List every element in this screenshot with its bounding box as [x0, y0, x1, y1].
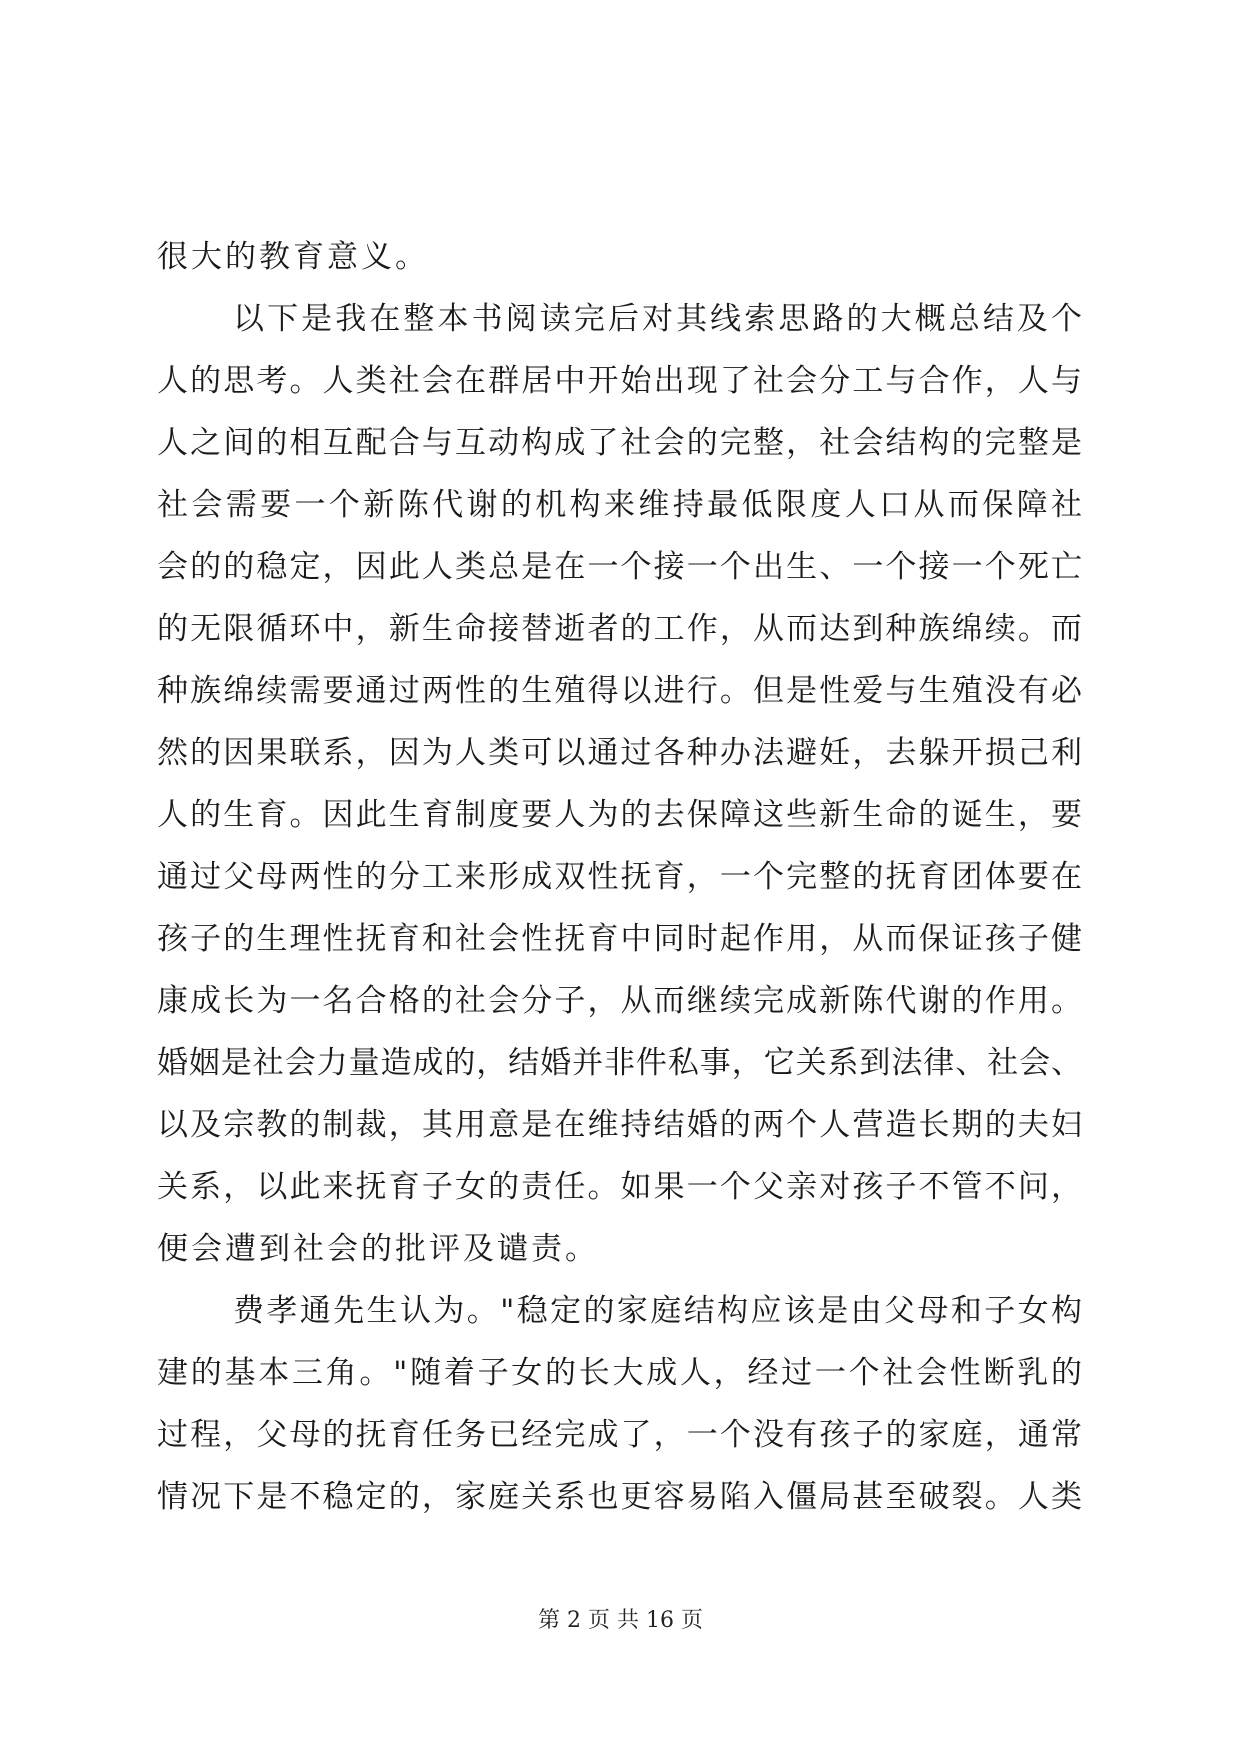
text-line: 会的的稳定，因此人类总是在一个接一个出生、一个接一个死亡: [157, 549, 1082, 585]
text-line: 的无限循环中，新生命接替逝者的工作，从而达到种族绵续。而: [157, 611, 1082, 647]
text-line: 社会需要一个新陈代谢的机构来维持最低限度人口从而保障社: [157, 487, 1082, 523]
text-line: 情况下是不稳定的，家庭关系也更容易陷入僵局甚至破裂。人类: [157, 1479, 1082, 1515]
page-number-footer: 第 2 页 共 16 页: [538, 1608, 703, 1633]
text-line: 然的因果联系，因为人类可以通过各种办法避妊，去躲开损己利: [157, 735, 1082, 771]
text-line: 人的生育。因此生育制度要人为的去保障这些新生命的诞生，要: [157, 797, 1082, 833]
text-line: 种族绵续需要通过两性的生殖得以进行。但是性爱与生殖没有必: [157, 673, 1082, 709]
text-line: 建的基本三角。"随着子女的长大成人，经过一个社会性断乳的: [157, 1355, 1082, 1391]
paragraph-1: [157, 226, 1082, 288]
paragraph-3: [157, 1280, 1082, 1528]
page-body: [157, 226, 1082, 1528]
text-line: 人的思考。人类社会在群居中开始出现了社会分工与合作，人与: [157, 363, 1082, 399]
text-line: 婚姻是社会力量造成的，结婚并非件私事，它关系到法律、社会、: [157, 1045, 1082, 1081]
text-line: 很大的教育意义。: [157, 239, 429, 275]
text-line: 费孝通先生认为。"稳定的家庭结构应该是由父母和子女构: [233, 1293, 1082, 1329]
paragraph-2: [157, 288, 1082, 1280]
text-line: 过程，父母的抚育任务已经完成了，一个没有孩子的家庭，通常: [157, 1417, 1082, 1453]
text-line: 康成长为一名合格的社会分子，从而继续完成新陈代谢的作用。: [157, 983, 1082, 1019]
text-line: 以下是我在整本书阅读完后对其线索思路的大概总结及个: [233, 301, 1082, 337]
text-line: 通过父母两性的分工来形成双性抚育，一个完整的抚育团体要在: [157, 859, 1082, 895]
text-line: 人之间的相互配合与互动构成了社会的完整，社会结构的完整是: [157, 425, 1082, 461]
text-line: 孩子的生理性抚育和社会性抚育中同时起作用，从而保证孩子健: [157, 921, 1082, 957]
text-line: 关系，以此来抚育子女的责任。如果一个父亲对孩子不管不问，: [157, 1169, 1082, 1205]
text-line: 便会遭到社会的批评及谴责。: [157, 1231, 599, 1267]
text-line: 以及宗教的制裁，其用意是在维持结婚的两个人营造长期的夫妇: [157, 1107, 1082, 1143]
